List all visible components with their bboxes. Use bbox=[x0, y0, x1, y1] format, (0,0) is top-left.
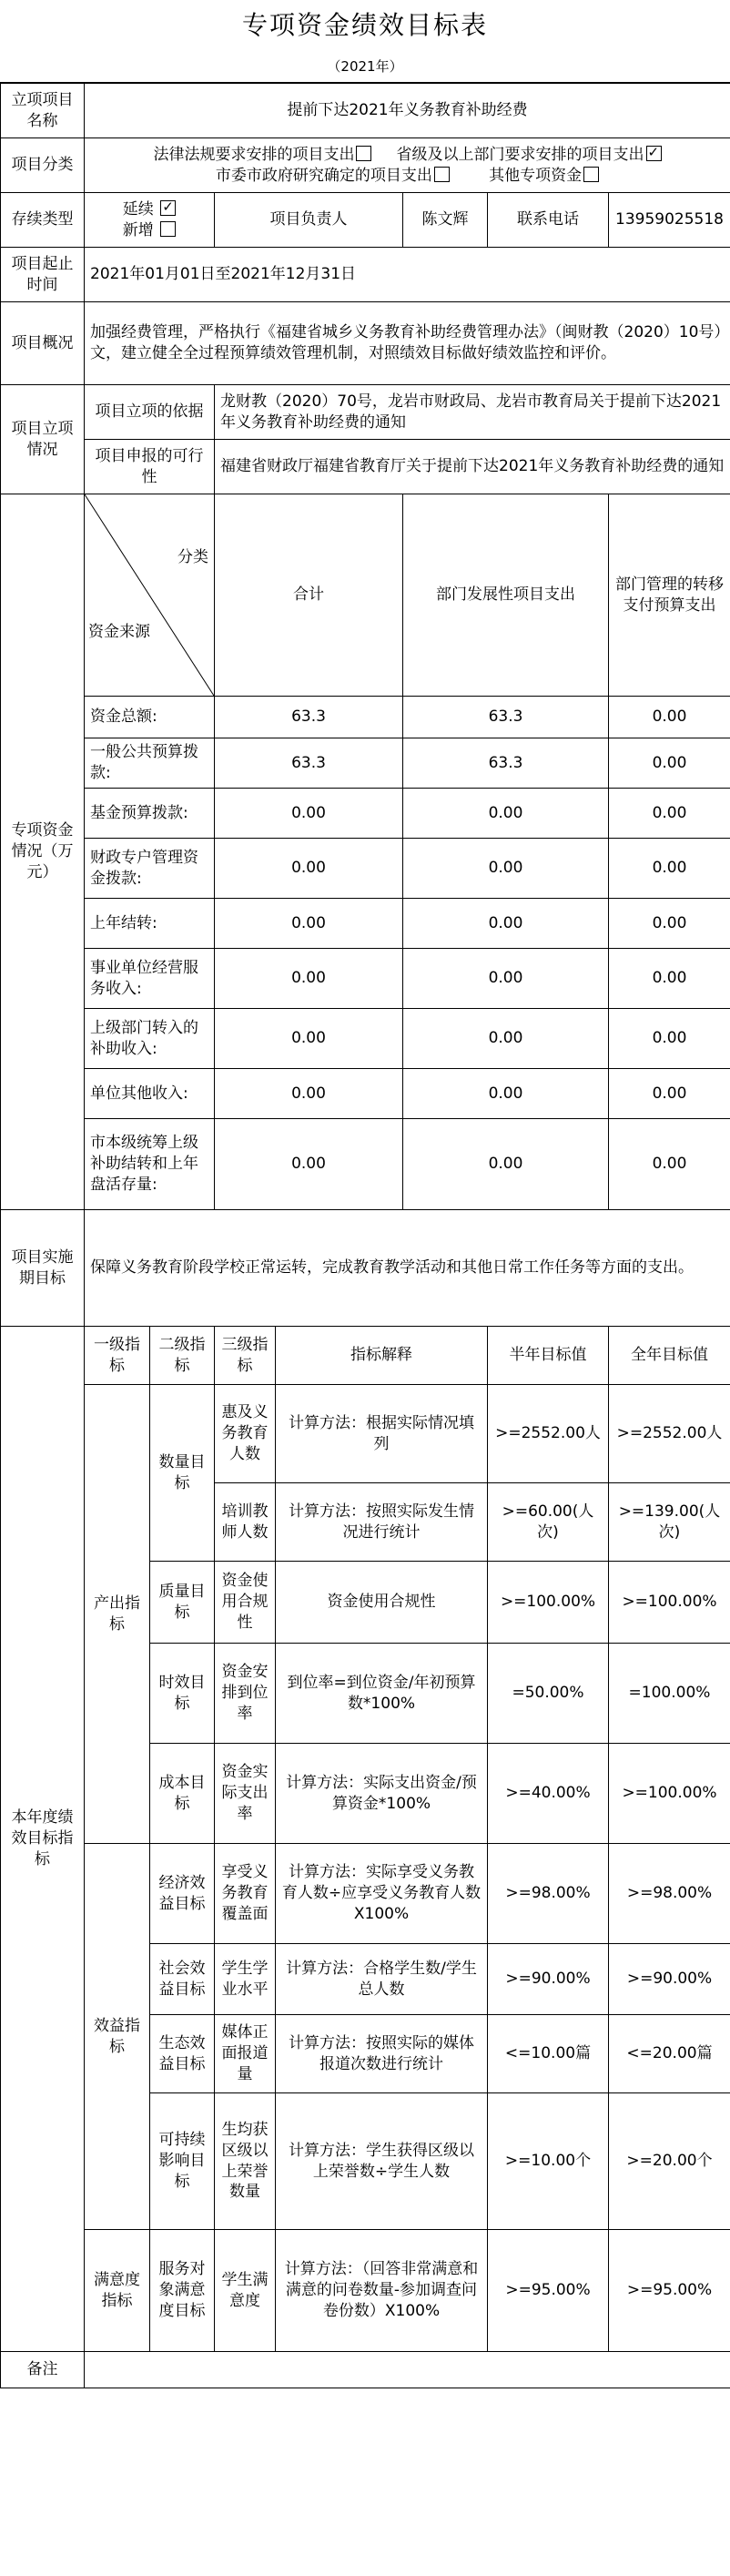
establishment-label: 项目立项情况 bbox=[1, 385, 85, 494]
project-category-options bbox=[85, 138, 730, 193]
indicator-level1: 产出指标 bbox=[85, 1385, 150, 1844]
indicator-half-year-target: <=10.00篇 bbox=[488, 2015, 609, 2093]
indicator-description: 计算方法：合格学生数/学生总人数 bbox=[276, 1944, 488, 2015]
feasibility-label: 项目申报的可行性 bbox=[85, 440, 215, 494]
funds-row-value: 0.00 bbox=[215, 949, 403, 1009]
indicator-level3: 媒体正面报道量 bbox=[215, 2015, 276, 2093]
funds-col-dept: 部门发展性项目支出 bbox=[403, 494, 609, 697]
indicator-level3: 资金安排到位率 bbox=[215, 1644, 276, 1744]
funds-row-value: 0.00 bbox=[403, 1069, 609, 1119]
funds-row-value: 0.00 bbox=[609, 697, 730, 738]
funds-row bbox=[1, 1119, 730, 1210]
funds-header-row bbox=[1, 494, 730, 697]
funds-row bbox=[1, 1069, 730, 1119]
continuation-options bbox=[85, 193, 215, 248]
funds-diagonal-header bbox=[85, 494, 215, 697]
indicator-level2: 经济效益目标 bbox=[150, 1844, 215, 1944]
indicator-half-year-target: >=100.00% bbox=[488, 1562, 609, 1644]
funds-row-value: 0.00 bbox=[609, 899, 730, 949]
indicators-header-row bbox=[1, 1327, 730, 1385]
period-row bbox=[1, 248, 730, 302]
indicators-header-cell: 二级指标 bbox=[150, 1327, 215, 1385]
funds-row bbox=[1, 1009, 730, 1069]
project-name-row bbox=[1, 84, 730, 138]
funds-header-category: 分类 bbox=[177, 548, 208, 566]
funds-row-value: 0.00 bbox=[215, 1009, 403, 1069]
funds-row bbox=[1, 789, 730, 839]
overview-label: 项目概况 bbox=[1, 302, 85, 385]
funds-row bbox=[1, 697, 730, 738]
indicator-description: 计算方法：实际支出资金/预算资金*100% bbox=[276, 1744, 488, 1844]
indicator-row bbox=[1, 2230, 730, 2352]
overview-value: 加强经费管理，严格执行《福建省城乡义务教育补助经费管理办法》（闽财教（2020）10号）文，建立健全全过程预算绩效管理机制，对照绩效目标做好绩效监控和评价。 bbox=[85, 302, 730, 385]
period-label: 项目起止时间 bbox=[1, 248, 85, 302]
checkbox-icon[interactable] bbox=[160, 221, 176, 237]
indicator-full-year-target: >=90.00% bbox=[609, 1944, 730, 2015]
category-option-law[interactable]: 法律法规要求安排的项目支出 bbox=[153, 146, 371, 164]
funds-row-value: 0.00 bbox=[403, 949, 609, 1009]
funds-row-value: 63.3 bbox=[215, 697, 403, 738]
funds-row bbox=[1, 949, 730, 1009]
leader-label: 项目负责人 bbox=[215, 193, 403, 248]
indicator-level2: 服务对象满意度目标 bbox=[150, 2230, 215, 2352]
overview-row bbox=[1, 302, 730, 385]
indicator-description: 到位率=到位资金/年初预算数*100% bbox=[276, 1644, 488, 1744]
funds-row-source: 资金总额: bbox=[85, 697, 215, 738]
remarks-label: 备注 bbox=[1, 2352, 85, 2388]
funds-row-value: 0.00 bbox=[609, 1069, 730, 1119]
goal-row bbox=[1, 1210, 730, 1327]
category-option-municipal[interactable]: 市委市政府研究确定的项目支出 bbox=[216, 167, 450, 185]
remarks-value bbox=[85, 2352, 730, 2388]
funds-row-value: 63.3 bbox=[403, 697, 609, 738]
indicator-level2: 成本目标 bbox=[150, 1744, 215, 1844]
checkbox-icon[interactable] bbox=[583, 167, 599, 182]
indicator-level3: 惠及义务教育人数 bbox=[215, 1385, 276, 1483]
indicators-header-cell: 三级指标 bbox=[215, 1327, 276, 1385]
indicator-level2: 可持续影响目标 bbox=[150, 2093, 215, 2230]
indicator-row bbox=[1, 1385, 730, 1483]
period-value: 2021年01月01日至2021年12月31日 bbox=[85, 248, 730, 302]
funds-row-value: 0.00 bbox=[609, 1119, 730, 1210]
indicator-full-year-target: =100.00% bbox=[609, 1644, 730, 1744]
funds-row-value: 0.00 bbox=[215, 899, 403, 949]
funds-row-value: 0.00 bbox=[609, 949, 730, 1009]
category-option-provincial[interactable]: 省级及以上部门要求安排的项目支出✓ bbox=[397, 146, 662, 164]
phone-label: 联系电话 bbox=[488, 193, 609, 248]
indicator-description: 计算方法：按照实际发生情况进行统计 bbox=[276, 1483, 488, 1562]
funds-row bbox=[1, 839, 730, 899]
funds-row-source: 上年结转: bbox=[85, 899, 215, 949]
project-category-label: 项目分类 bbox=[1, 138, 85, 193]
indicator-level3: 资金使用合规性 bbox=[215, 1562, 276, 1644]
diagonal-line bbox=[85, 494, 214, 696]
indicators-label: 本年度绩效目标指标 bbox=[1, 1327, 85, 2352]
indicator-description: 资金使用合规性 bbox=[276, 1562, 488, 1644]
indicator-level2: 数量目标 bbox=[150, 1385, 215, 1562]
indicator-half-year-target: >=95.00% bbox=[488, 2230, 609, 2352]
goal-label: 项目实施期目标 bbox=[1, 1210, 85, 1327]
indicator-half-year-target: >=10.00个 bbox=[488, 2093, 609, 2230]
indicator-full-year-target: <=20.00篇 bbox=[609, 2015, 730, 2093]
funds-row-value: 0.00 bbox=[403, 1119, 609, 1210]
funds-row bbox=[1, 899, 730, 949]
funds-row-value: 0.00 bbox=[609, 1009, 730, 1069]
indicator-full-year-target: >=100.00% bbox=[609, 1562, 730, 1644]
indicator-half-year-target: >=98.00% bbox=[488, 1844, 609, 1944]
funds-row-source: 单位其他收入: bbox=[85, 1069, 215, 1119]
performance-goal-table bbox=[0, 83, 730, 2388]
funds-row-value: 0.00 bbox=[403, 899, 609, 949]
indicator-level3: 资金实际支出率 bbox=[215, 1744, 276, 1844]
indicator-level2: 时效目标 bbox=[150, 1644, 215, 1744]
funds-row-value: 0.00 bbox=[215, 1069, 403, 1119]
indicator-half-year-target: =50.00% bbox=[488, 1644, 609, 1744]
funds-row-source: 财政专户管理资金拨款: bbox=[85, 839, 215, 899]
indicator-level3: 享受义务教育覆盖面 bbox=[215, 1844, 276, 1944]
continuation-label: 存续类型 bbox=[1, 193, 85, 248]
indicator-full-year-target: >=2552.00人 bbox=[609, 1385, 730, 1483]
indicator-description: 计算方法：根据实际情况填列 bbox=[276, 1385, 488, 1483]
indicator-level3: 培训教师人数 bbox=[215, 1483, 276, 1562]
goal-value: 保障义务教育阶段学校正常运转，完成教育教学活动和其他日常工作任务等方面的支出。 bbox=[85, 1210, 730, 1327]
indicator-level2: 社会效益目标 bbox=[150, 1944, 215, 2015]
indicators-header-cell: 指标解释 bbox=[276, 1327, 488, 1385]
year-label: （2021年） bbox=[0, 51, 730, 83]
indicator-half-year-target: >=90.00% bbox=[488, 1944, 609, 2015]
page-title: 专项资金绩效目标表 bbox=[241, 10, 488, 40]
indicator-row bbox=[1, 1844, 730, 1944]
funds-row-value: 0.00 bbox=[403, 789, 609, 839]
continuation-row bbox=[1, 193, 730, 248]
indicator-full-year-target: >=20.00个 bbox=[609, 2093, 730, 2230]
feasibility-row bbox=[1, 440, 730, 494]
funds-row-value: 0.00 bbox=[215, 1119, 403, 1210]
funds-row-value: 0.00 bbox=[609, 738, 730, 789]
funds-row-value: 0.00 bbox=[403, 1009, 609, 1069]
funds-row bbox=[1, 738, 730, 789]
funds-row-source: 上级部门转入的补助收入: bbox=[85, 1009, 215, 1069]
indicator-level2: 生态效益目标 bbox=[150, 2015, 215, 2093]
indicator-level3: 学生满意度 bbox=[215, 2230, 276, 2352]
checkbox-checked-icon[interactable] bbox=[646, 146, 662, 161]
funds-row-source: 基金预算拨款: bbox=[85, 789, 215, 839]
basis-value: 龙财教（2020）70号，龙岩市财政局、龙岩市教育局关于提前下达2021年义务教育补助经费的通知 bbox=[215, 385, 730, 440]
indicators-header-cell: 一级指标 bbox=[85, 1327, 150, 1385]
funds-col-total: 合计 bbox=[215, 494, 403, 697]
indicator-full-year-target: >=100.00% bbox=[609, 1744, 730, 1844]
indicator-half-year-target: >=2552.00人 bbox=[488, 1385, 609, 1483]
indicator-level3: 学生学业水平 bbox=[215, 1944, 276, 2015]
checkbox-icon[interactable] bbox=[356, 146, 371, 161]
project-category-row bbox=[1, 138, 730, 193]
category-option-other[interactable]: 其他专项资金 bbox=[489, 167, 599, 185]
indicators-header-cell: 半年目标值 bbox=[488, 1327, 609, 1385]
funds-row-value: 0.00 bbox=[403, 839, 609, 899]
indicator-full-year-target: >=95.00% bbox=[609, 2230, 730, 2352]
funds-row-value: 63.3 bbox=[215, 738, 403, 789]
indicator-description: 计算方法：（回答非常满意和满意的问卷数量-参加调查问卷份数）X100% bbox=[276, 2230, 488, 2352]
continuation-option-continue[interactable]: 延续 ✓ bbox=[123, 200, 176, 219]
indicator-half-year-target: >=60.00(人次) bbox=[488, 1483, 609, 1562]
remarks-row bbox=[1, 2352, 730, 2388]
funds-row-value: 0.00 bbox=[609, 789, 730, 839]
checkbox-checked-icon[interactable] bbox=[160, 200, 176, 216]
indicator-level2: 质量目标 bbox=[150, 1562, 215, 1644]
indicator-level1: 满意度指标 bbox=[85, 2230, 150, 2352]
funds-row-value: 63.3 bbox=[403, 738, 609, 789]
checkbox-icon[interactable] bbox=[434, 167, 450, 182]
indicator-full-year-target: >=139.00(人次) bbox=[609, 1483, 730, 1562]
leader-value: 陈文辉 bbox=[403, 193, 488, 248]
basis-label: 项目立项的依据 bbox=[85, 385, 215, 440]
indicator-level3: 生均获区级以上荣誉数量 bbox=[215, 2093, 276, 2230]
indicator-half-year-target: >=40.00% bbox=[488, 1744, 609, 1844]
funds-col-transfer: 部门管理的转移支付预算支出 bbox=[609, 494, 730, 697]
funds-row-source: 事业单位经营服务收入: bbox=[85, 949, 215, 1009]
funds-row-value: 0.00 bbox=[215, 839, 403, 899]
indicator-full-year-target: >=98.00% bbox=[609, 1844, 730, 1944]
indicator-level1: 效益指标 bbox=[85, 1844, 150, 2230]
funds-row-source: 一般公共预算拨款: bbox=[85, 738, 215, 789]
funds-header-source: 资金来源 bbox=[88, 623, 150, 642]
indicators-header-cell: 全年目标值 bbox=[609, 1327, 730, 1385]
project-name-label: 立项项目名称 bbox=[1, 84, 85, 138]
indicator-description: 计算方法：按照实际的媒体报道次数进行统计 bbox=[276, 2015, 488, 2093]
project-name-value: 提前下达2021年义务教育补助经费 bbox=[85, 84, 730, 138]
phone-value: 13959025518 bbox=[609, 193, 730, 248]
continuation-option-new[interactable]: 新增 bbox=[123, 221, 176, 239]
basis-row bbox=[1, 385, 730, 440]
indicator-description: 计算方法：学生获得区级以上荣誉数÷学生人数 bbox=[276, 2093, 488, 2230]
funds-label: 专项资金情况（万元） bbox=[1, 494, 85, 1210]
indicator-description: 计算方法：实际享受义务教育人数÷应享受义务教育人数X100% bbox=[276, 1844, 488, 1944]
funds-row-value: 0.00 bbox=[215, 789, 403, 839]
funds-row-value: 0.00 bbox=[609, 839, 730, 899]
feasibility-value: 福建省财政厅福建省教育厅关于提前下达2021年义务教育补助经费的通知 bbox=[215, 440, 730, 494]
funds-row-source: 市本级统筹上级补助结转和上年盘活存量: bbox=[85, 1119, 215, 1210]
